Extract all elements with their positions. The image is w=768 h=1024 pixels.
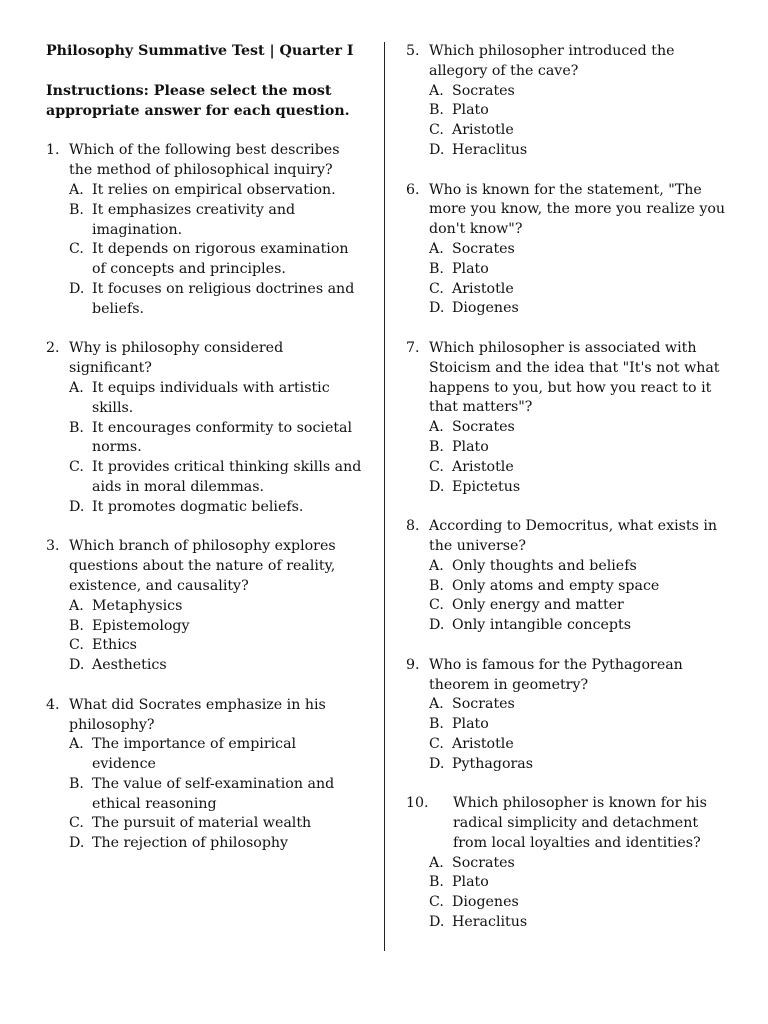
- answer-options: [46, 597, 364, 676]
- answer-option: [69, 597, 364, 617]
- answer-option: [429, 121, 726, 141]
- option-text: Heraclitus: [452, 914, 528, 931]
- option-letter: D.: [69, 657, 85, 674]
- option-letter: B.: [429, 102, 444, 119]
- option-text: Socrates: [452, 854, 515, 871]
- question-number: 9.: [406, 656, 420, 673]
- option-text: Diogenes: [452, 300, 519, 317]
- question-stem: [46, 696, 364, 736]
- column-divider: [384, 42, 385, 951]
- question-text: Who is known for the statement, "The more you know, the more you realize you don't know"?: [429, 181, 726, 238]
- answer-option: [69, 735, 364, 775]
- option-letter: B.: [429, 874, 444, 891]
- option-letter: C.: [69, 637, 84, 654]
- option-letter: A.: [69, 181, 84, 198]
- option-letter: B.: [69, 201, 84, 218]
- option-letter: D.: [429, 300, 445, 317]
- answer-option: [429, 735, 726, 755]
- option-text: Only energy and matter: [452, 597, 624, 614]
- option-text: Ethics: [92, 637, 137, 654]
- option-letter: C.: [429, 280, 444, 297]
- question-number: 1.: [46, 142, 60, 159]
- question-text: Which philosopher introduced the allegory of the cave?: [429, 43, 675, 79]
- option-letter: C.: [69, 241, 84, 258]
- question-stem: [46, 339, 364, 379]
- option-letter: C.: [429, 122, 444, 139]
- option-text: Plato: [452, 438, 489, 455]
- answer-option: [429, 458, 726, 478]
- option-letter: A.: [69, 379, 84, 396]
- answer-option: [429, 478, 726, 498]
- answer-option: [429, 913, 726, 933]
- option-letter: B.: [429, 577, 444, 594]
- option-text: Epictetus: [452, 478, 521, 495]
- option-text: Aristotle: [452, 122, 514, 139]
- question-text: Who is famous for the Pythagorean theorem in geometry?: [429, 656, 683, 693]
- answer-option: [429, 141, 726, 161]
- question-text: Which branch of philosophy explores questions about the nature of reality, existence, and causality?: [69, 538, 336, 594]
- answer-option: [429, 82, 726, 102]
- answer-option: [69, 834, 364, 854]
- option-text: It provides critical thinking skills and aids in moral dilemmas.: [92, 459, 362, 495]
- option-text: The rejection of philosophy: [92, 835, 289, 852]
- question-stem: [406, 517, 726, 557]
- question-list-right: [406, 42, 726, 933]
- option-text: Plato: [452, 874, 489, 891]
- option-letter: C.: [69, 459, 84, 476]
- question-item: [406, 517, 726, 636]
- answer-options: [406, 557, 726, 636]
- answer-option: [69, 458, 364, 498]
- question-number: 3.: [46, 538, 60, 555]
- answer-option: [429, 557, 726, 577]
- answer-option: [429, 299, 726, 319]
- answer-options: [406, 854, 726, 933]
- answer-option: [429, 101, 726, 121]
- option-letter: D.: [429, 755, 445, 772]
- answer-options: [406, 82, 726, 161]
- option-text: Aristotle: [452, 280, 514, 297]
- question-stem: [46, 141, 364, 181]
- question-number: 6.: [406, 181, 420, 198]
- question-item: [406, 181, 726, 320]
- option-text: Diogenes: [452, 894, 519, 911]
- answer-option: [429, 438, 726, 458]
- answer-option: [429, 418, 726, 438]
- question-text: According to Democritus, what exists in the universe?: [429, 518, 718, 554]
- option-letter: D.: [429, 914, 445, 931]
- option-letter: D.: [429, 478, 445, 495]
- answer-option: [69, 814, 364, 834]
- answer-option: [429, 755, 726, 775]
- option-letter: A.: [429, 854, 444, 871]
- option-text: Plato: [452, 716, 489, 733]
- question-stem: [406, 339, 726, 418]
- answer-options: [46, 735, 364, 854]
- answer-option: [429, 596, 726, 616]
- option-letter: B.: [69, 419, 84, 436]
- option-letter: B.: [429, 716, 444, 733]
- option-letter: C.: [69, 815, 84, 832]
- option-letter: B.: [69, 775, 84, 792]
- answer-option: [69, 498, 364, 518]
- option-letter: B.: [429, 260, 444, 277]
- question-item: [406, 656, 726, 775]
- answer-option: [69, 240, 364, 280]
- option-text: Aesthetics: [92, 657, 167, 674]
- option-letter: C.: [429, 458, 444, 475]
- question-number: 5.: [406, 43, 420, 59]
- option-text: Aristotle: [452, 458, 514, 475]
- option-letter: C.: [429, 735, 444, 752]
- answer-option: [429, 240, 726, 260]
- right-column: [406, 42, 726, 953]
- question-stem: [406, 181, 726, 240]
- option-letter: A.: [429, 419, 444, 436]
- option-letter: A.: [429, 696, 444, 713]
- answer-option: [69, 775, 364, 815]
- question-item: [406, 42, 726, 161]
- question-stem: [406, 794, 726, 853]
- option-letter: D.: [69, 835, 85, 852]
- answer-options: [406, 240, 726, 319]
- option-text: The value of self-examination and ethical reasoning: [92, 775, 335, 812]
- answer-option: [429, 577, 726, 597]
- answer-options: [46, 181, 364, 320]
- option-text: Metaphysics: [92, 597, 183, 614]
- answer-option: [69, 656, 364, 676]
- question-item: [406, 794, 726, 933]
- option-text: Socrates: [452, 240, 515, 257]
- answer-options: [406, 418, 726, 497]
- option-text: Plato: [452, 102, 489, 119]
- answer-option: [429, 280, 726, 300]
- question-item: [46, 141, 364, 319]
- question-text: Which of the following best describes the method of philosophical inquiry?: [69, 142, 340, 179]
- instructions: Instructions: Please select the most appropriate answer for each question.: [46, 82, 350, 119]
- option-letter: A.: [69, 736, 84, 753]
- option-letter: C.: [429, 894, 444, 911]
- answer-option: [69, 181, 364, 201]
- answer-option: [69, 280, 364, 320]
- answer-option: [69, 419, 364, 459]
- option-text: Only atoms and empty space: [452, 577, 660, 594]
- option-text: Socrates: [452, 419, 515, 436]
- option-text: It depends on rigorous examination of concepts and principles.: [92, 241, 349, 278]
- answer-option: [69, 201, 364, 241]
- option-text: The importance of empirical evidence: [92, 736, 297, 773]
- answer-option: [429, 854, 726, 874]
- option-text: Epistemology: [92, 617, 190, 634]
- answer-options: [46, 379, 364, 518]
- option-letter: C.: [429, 597, 444, 614]
- option-text: Pythagoras: [452, 755, 534, 772]
- option-text: It promotes dogmatic beliefs.: [92, 498, 304, 515]
- option-letter: B.: [429, 438, 444, 455]
- option-text: Only intangible concepts: [452, 617, 631, 634]
- option-text: It encourages conformity to societal norms.: [92, 419, 353, 456]
- question-number: 4.: [46, 696, 60, 713]
- option-letter: D.: [429, 141, 445, 158]
- option-text: It relies on empirical observation.: [92, 181, 336, 198]
- option-text: Socrates: [452, 696, 515, 713]
- question-number: 8.: [406, 518, 420, 535]
- question-text: What did Socrates emphasize in his philosophy?: [69, 696, 326, 733]
- question-number: 10.: [406, 795, 429, 812]
- answer-option: [69, 617, 364, 637]
- option-letter: A.: [429, 240, 444, 257]
- answer-option: [429, 715, 726, 735]
- question-text: Why is philosophy considered significant?: [69, 340, 284, 377]
- question-number: 2.: [46, 340, 60, 357]
- answer-option: [429, 260, 726, 280]
- answer-option: [69, 636, 364, 656]
- answer-option: [429, 873, 726, 893]
- option-text: Only thoughts and beliefs: [452, 557, 637, 574]
- option-letter: D.: [69, 498, 85, 515]
- answer-option: [429, 616, 726, 636]
- option-letter: A.: [69, 597, 84, 614]
- question-item: [406, 339, 726, 497]
- document-title: Philosophy Summative Test | Quarter I: [46, 43, 354, 59]
- question-list-left: [46, 141, 364, 854]
- question-item: [46, 696, 364, 854]
- option-text: It emphasizes creativity and imagination.: [92, 201, 296, 238]
- option-letter: A.: [429, 557, 444, 574]
- question-item: [46, 339, 364, 517]
- option-text: The pursuit of material wealth: [92, 815, 312, 832]
- option-text: Heraclitus: [452, 141, 528, 158]
- option-text: It equips individuals with artistic skills.: [92, 379, 330, 416]
- option-text: Plato: [452, 260, 489, 277]
- option-letter: D.: [69, 280, 85, 297]
- option-letter: D.: [429, 617, 445, 634]
- question-number: 7.: [406, 339, 420, 356]
- question-stem: [406, 656, 726, 696]
- answer-option: [429, 893, 726, 913]
- option-text: Socrates: [452, 82, 515, 99]
- question-stem: [46, 537, 364, 596]
- question-text: Which philosopher is known for his radical simplicity and detachment from local loyalties and identities?: [453, 795, 707, 851]
- option-text: It focuses on religious doctrines and beliefs.: [92, 280, 355, 317]
- question-stem: [406, 42, 726, 82]
- option-letter: A.: [429, 82, 444, 99]
- option-letter: B.: [69, 617, 84, 634]
- answer-options: [406, 695, 726, 774]
- answer-option: [429, 695, 726, 715]
- question-text: Which philosopher is associated with Stoicism and the idea that "It's not what happens to you, but how you react to it that matters"?: [429, 339, 720, 416]
- left-column: [46, 42, 364, 874]
- question-item: [46, 537, 364, 676]
- option-text: Aristotle: [452, 735, 514, 752]
- answer-option: [69, 379, 364, 419]
